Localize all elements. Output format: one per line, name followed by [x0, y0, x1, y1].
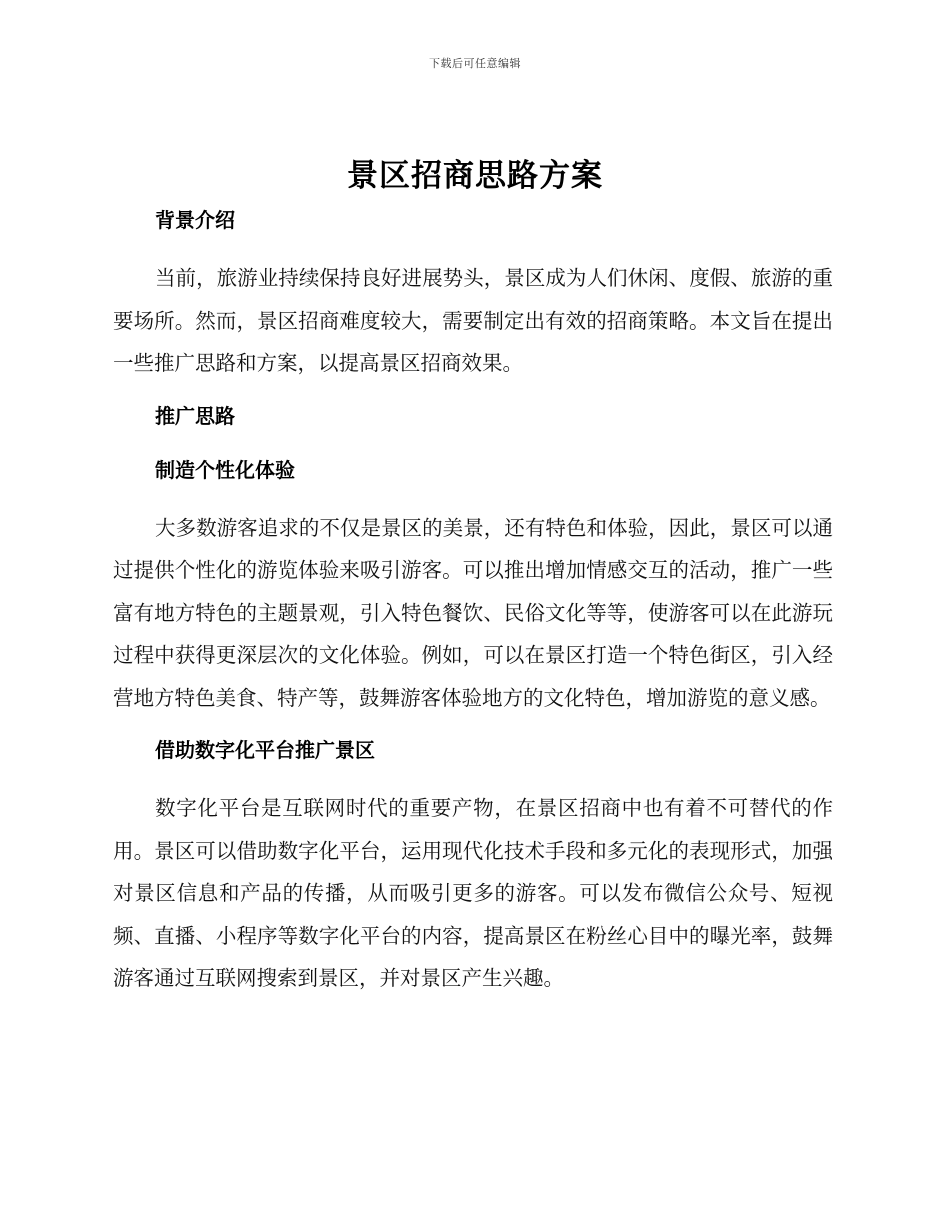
paragraph-digital-platform: 数字化平台是互联网时代的重要产物，在景区招商中也有着不可替代的作用。景区可以借助数字化平台，运用现代化技术手段和多元化的表现形式，加强对景区信息和产品的传播，从而吸引更多的游客。可以发布微信公众号、短视频、直播、小程序等数字化平台的内容，提高景区在粉丝心目中的曝光率，鼓舞游客通过互联网搜索到景区，并对景区产生兴趣。: [113, 796, 833, 990]
document-body: [113, 202, 833, 1000]
section-heading-promotion: 推广思路: [155, 403, 235, 428]
document-title: 景区招商思路方案: [347, 158, 603, 194]
subsection-heading-personalized-experience: 制造个性化体验: [155, 457, 295, 482]
paragraph-personalized-experience: 大多数游客追求的不仅是景区的美景，还有特色和体验，因此，景区可以通过提供个性化的游览体验来吸引游客。可以推出增加情感交互的活动，推广一些富有地方特色的主题景观，引入特色餐饮、民俗文化等等，使游客可以在此游玩过程中获得更深层次的文化体验。例如，可以在景区打造一个特色街区，引入经营地方特色美食、特产等，鼓舞游客体验地方的文化特色，增加游览的意义感。: [113, 515, 833, 710]
subsection-heading-digital-platform: 借助数字化平台推广景区: [155, 738, 375, 762]
section-heading-background: 背景介绍: [155, 208, 235, 232]
paragraph-background: 当前，旅游业持续保持良好进展势头，景区成为人们休闲、度假、旅游的重要场所。然而，景区招商难度较大，需要制定出有效的招商策略。本文旨在提出一些推广思路和方案，以提高景区招商效果。: [113, 266, 833, 375]
header-note: 下载后可任意编辑: [429, 57, 521, 70]
